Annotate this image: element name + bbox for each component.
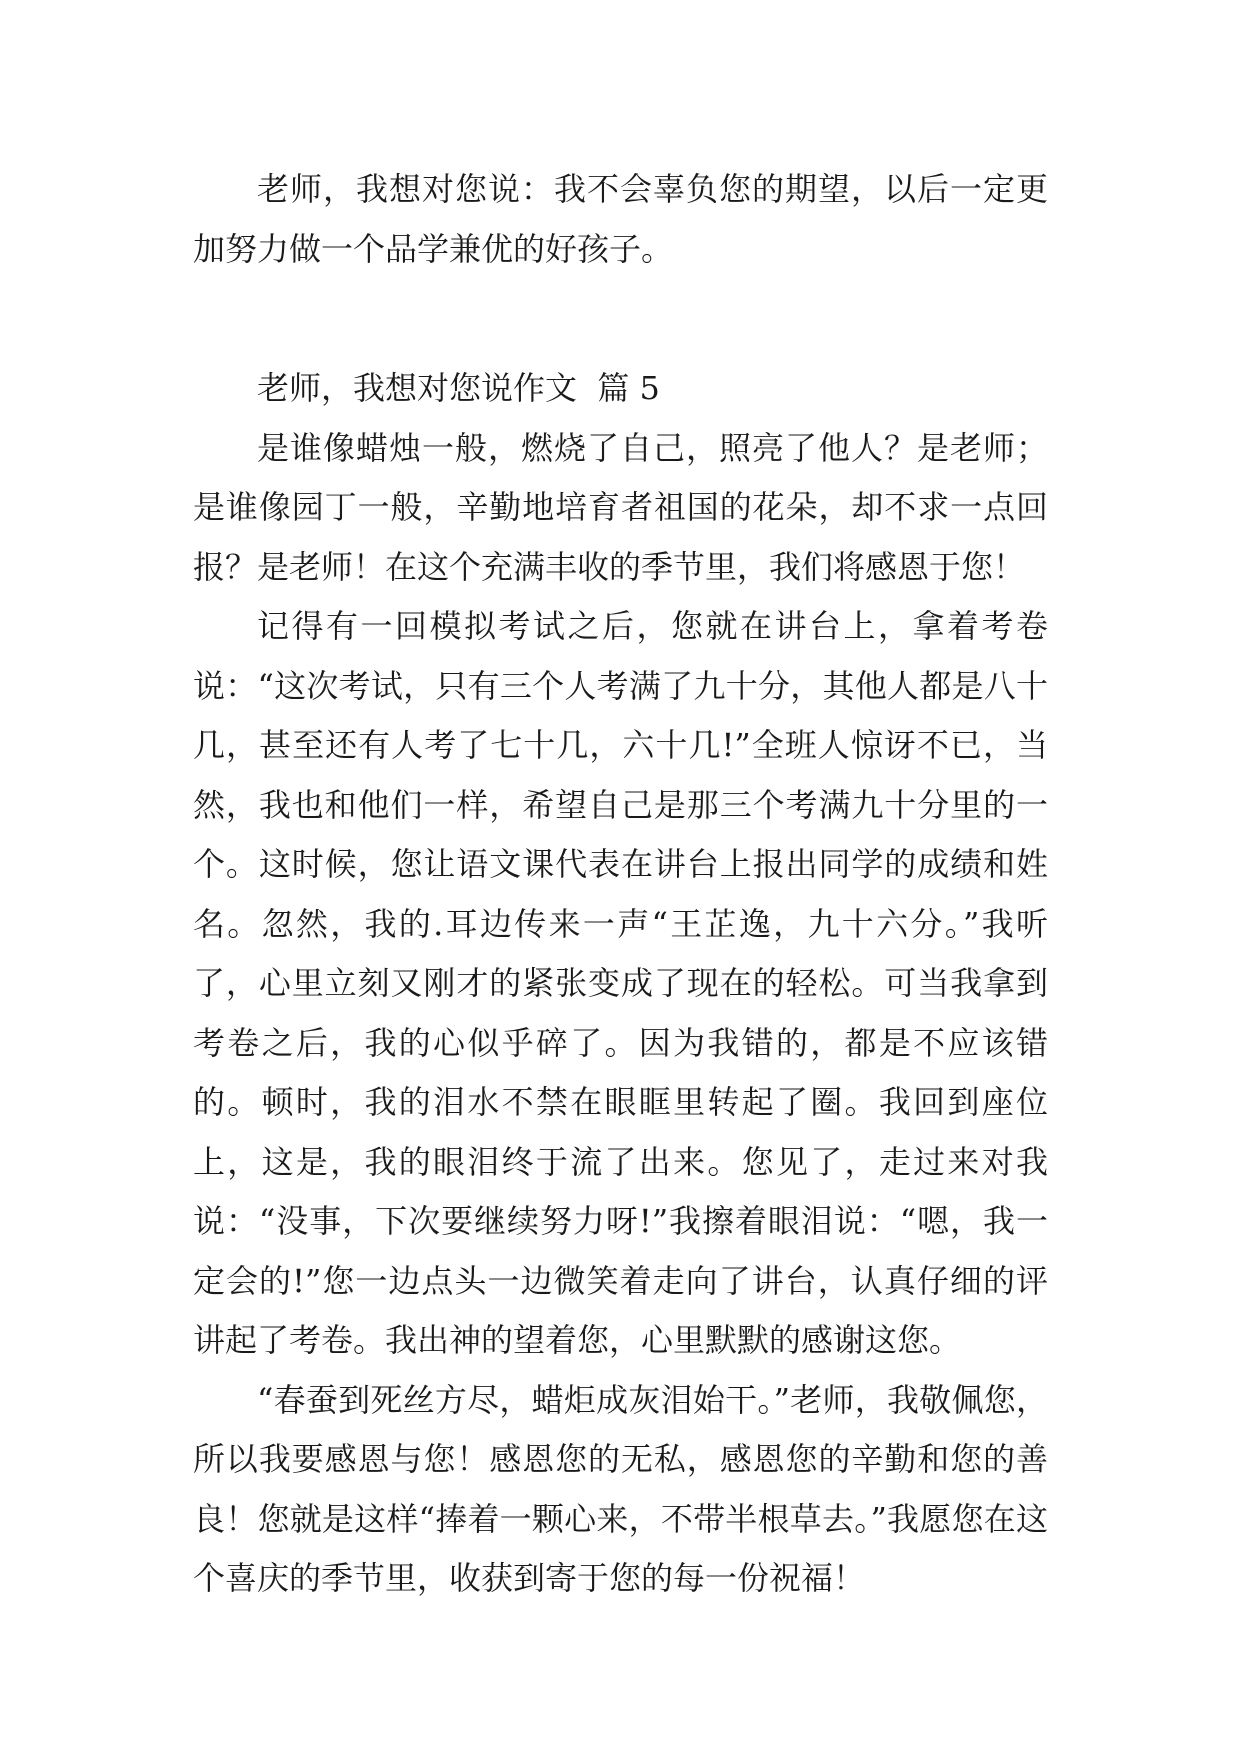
paragraph-1: 是谁像蜡烛一般，燃烧了自己，照亮了他人？是老师；是谁像园丁一般，辛勤地培育者祖国的花朵，却不求一点回报？是老师！在这个充满丰收的季节里，我们将感恩于您！ bbox=[193, 428, 1048, 586]
paragraph-3: “春蚕到死丝方尽，蜡炬成灰泪始干。”老师，我敬佩您，所以我要感恩与您！感恩您的无私，感恩您的辛勤和您的善良！您就是这样“捧着一颗心来，不带半根草去。”我愿您在这个喜庆的季节里，收获到寄于您的每一份祝福！ bbox=[193, 1380, 1048, 1597]
section-spacer bbox=[193, 279, 1048, 359]
closing-paragraph-previous-essay: 老师，我想对您说：我不会辜负您的期望，以后一定更加努力做一个品学兼优的好孩子。 bbox=[193, 170, 1048, 268]
document-body bbox=[193, 160, 1048, 1609]
section-title: 老师，我想对您说作文 篇 5 bbox=[257, 369, 660, 407]
paragraph-2: 记得有一回模拟考试之后，您就在讲台上，拿着考卷说：“这次考试，只有三个人考满了九十分，其他人都是八十几，甚至还有人考了七十几，六十几!”全班人惊讶不已，当然，我也和他们一样，希望自己是那三个考满九十分里的一个。这时候，您让语文课代表在讲台上报出同学的成绩和姓名。忽然，我的.耳边传来一声“王芷逸，九十六分。”我听了，心里立刻又刚才的紧张变成了现在的轻松。可当我拿到考卷之后，我的心似乎碎了。因为我错的，都是不应该错的。顿时，我的泪水不禁在眼眶里转起了圈。我回到座位上，这是，我的眼泪终于流了出来。您见了，走过来对我说：“没事，下次要继续努力呀!”我擦着眼泪说：“嗯，我一定会的!”您一边点头一边微笑着走向了讲台，认真仔细的评讲起了考卷。我出神的望着您，心里默默的感谢这您。 bbox=[193, 607, 1048, 1359]
